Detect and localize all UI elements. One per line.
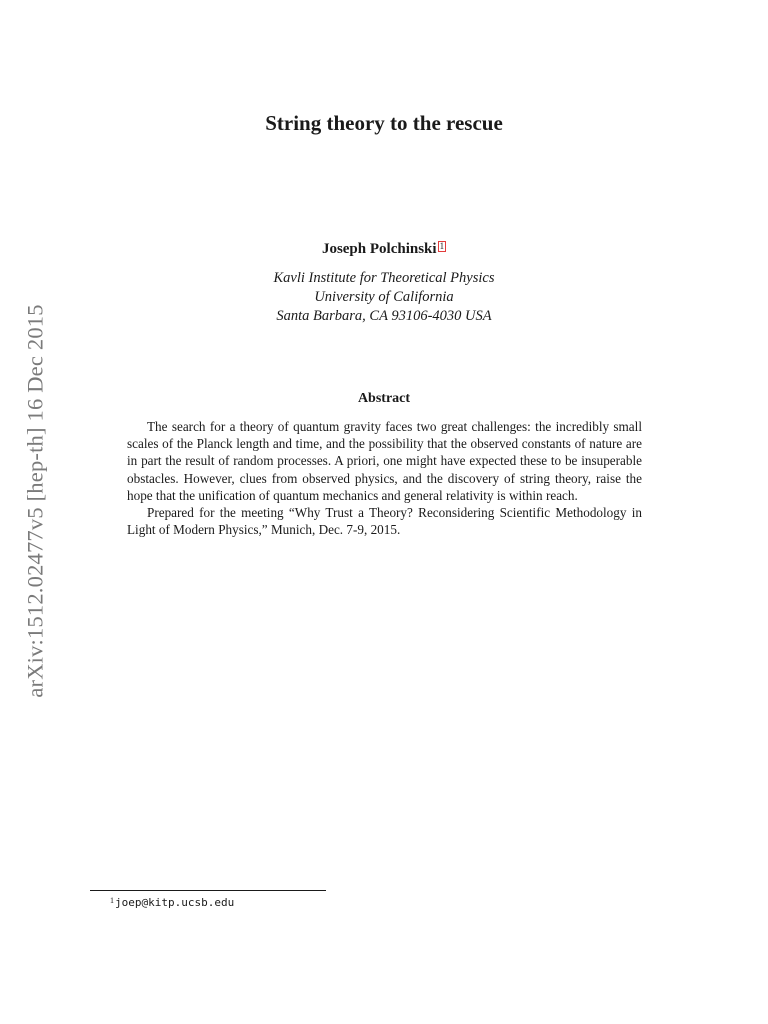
- footnote-email: joep@kitp.ucsb.edu: [115, 896, 235, 909]
- author-name: Joseph Polchinski: [321, 241, 437, 257]
- affiliation-address: Santa Barbara, CA 93106-4030 USA: [276, 308, 492, 324]
- footnote-marker: 1: [110, 896, 114, 905]
- arxiv-identifier-stamp: [16, 270, 56, 732]
- paper-title: String theory to the rescue: [265, 111, 503, 135]
- footnote-divider: [90, 890, 326, 891]
- footnote: [110, 896, 234, 909]
- abstract-heading: Abstract: [357, 391, 411, 406]
- affiliation-institute: Kavli Institute for Theoretical Physics: [273, 270, 495, 286]
- arxiv-identifier-text: arXiv:1512.02477v5 [hep-th] 16 Dec 2015: [23, 304, 48, 698]
- affiliation-university: University of California: [314, 289, 454, 305]
- author-line: [0, 241, 768, 258]
- abstract-paragraph: The search for a theory of quantum gravity faces two great challenges: the incredibly small scales of the Planck length and time, and the possibility that the observed constants of nature are in part the result of random processes. A priori, one might have expected these to be insuperable obstacles. However, clues from observed physics, and the discovery of string theory, raise the hope that the unification of quantum mechanics and general relativity is within reach.: [127, 419, 642, 503]
- footnote-link[interactable]: 1: [439, 241, 445, 251]
- abstract-note-paragraph: Prepared for the meeting “Why Trust a Theory? Reconsidering Scientific Methodology in Light of Modern Physics,” Munich, Dec. 7-9, 2015.: [127, 505, 642, 538]
- abstract-body: [127, 418, 642, 538]
- author-affiliation: [0, 269, 768, 326]
